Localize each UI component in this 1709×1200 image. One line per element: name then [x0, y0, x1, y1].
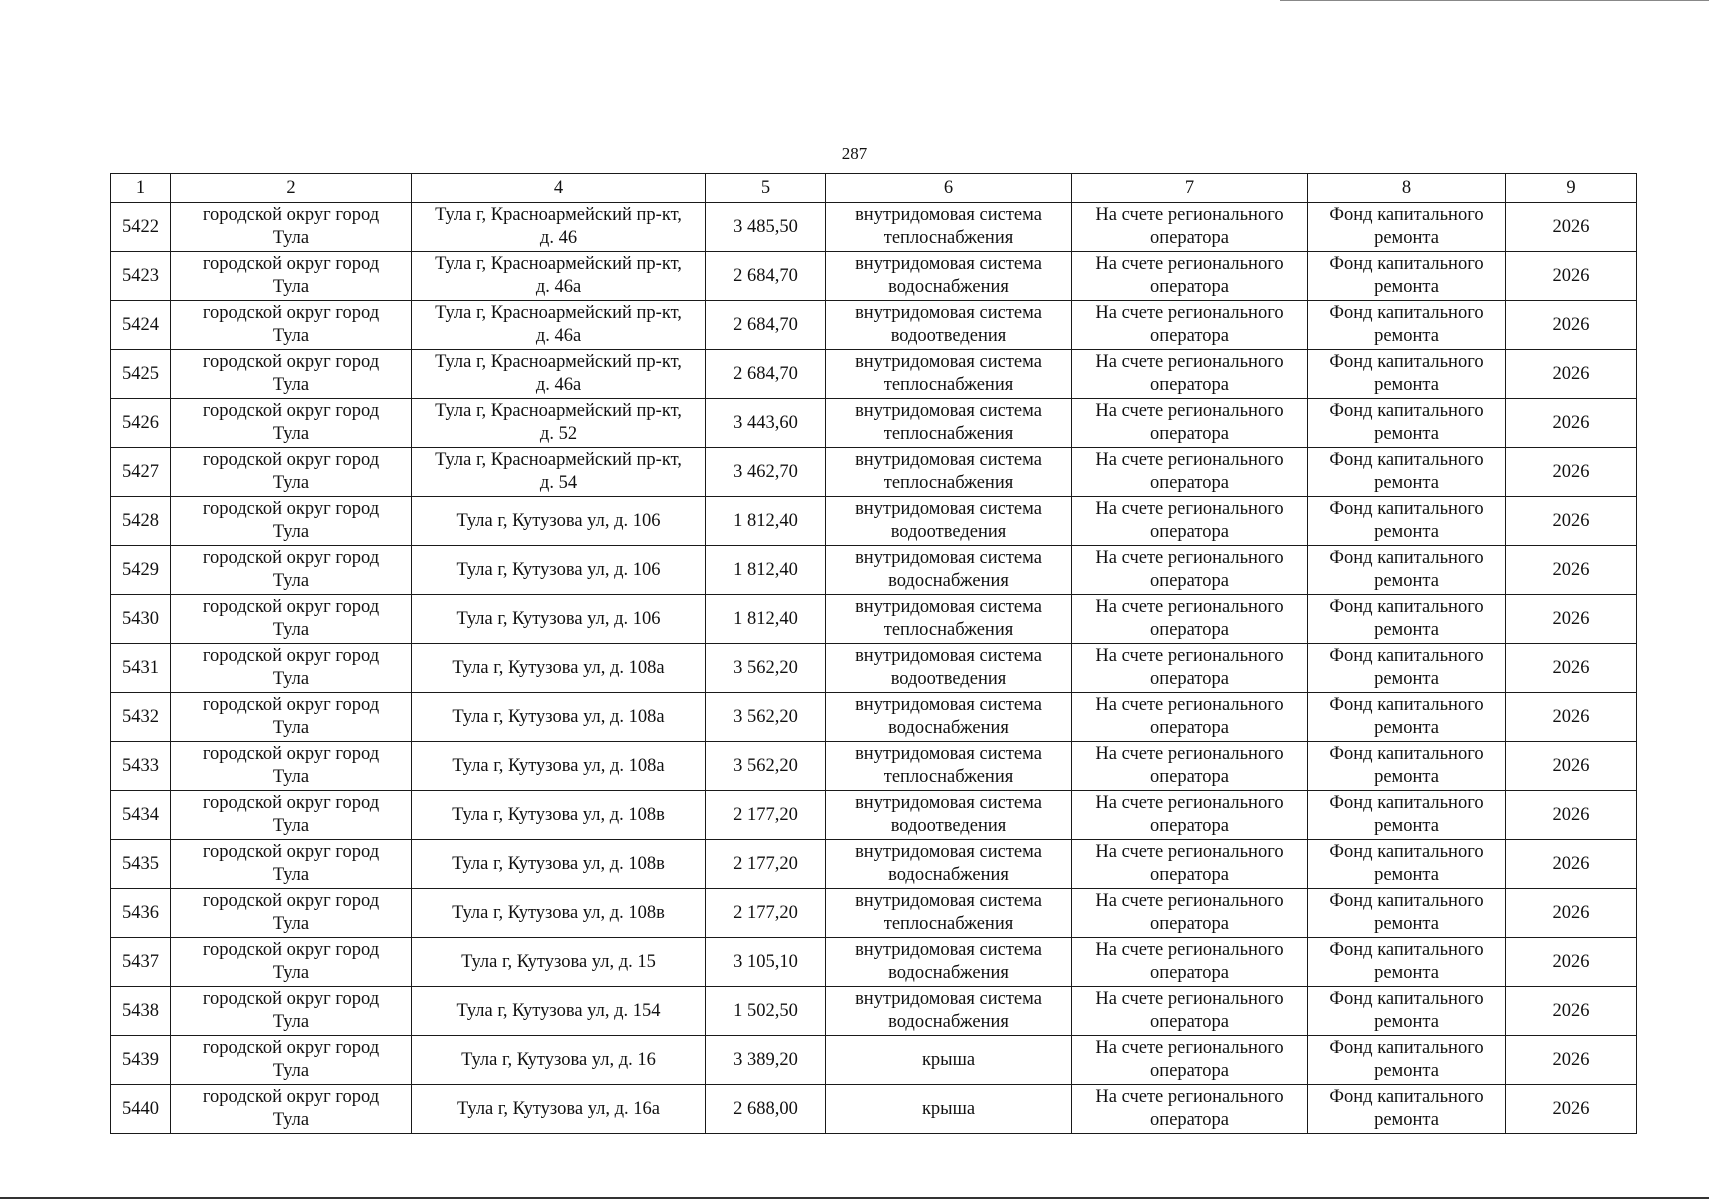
municipality-cell: городской округ город Тула	[171, 301, 412, 350]
year-cell: 2026	[1506, 399, 1637, 448]
row-number-cell: 5431	[111, 644, 171, 693]
table-row	[111, 791, 1637, 840]
year-cell: 2026	[1506, 203, 1637, 252]
funding-source-cell: Фонд капитального ремонта	[1308, 546, 1506, 595]
work-type-cell: внутридомовая система водоснабжения	[826, 546, 1072, 595]
address-cell: Тула г, Красноармейский пр-кт, д. 54	[412, 448, 706, 497]
funding-source-cell: Фонд капитального ремонта	[1308, 693, 1506, 742]
year-cell: 2026	[1506, 497, 1637, 546]
work-type-cell: внутридомовая система теплоснабжения	[826, 203, 1072, 252]
header-col-5: 5	[706, 174, 826, 203]
header-col-9: 9	[1506, 174, 1637, 203]
area-cell: 2 688,00	[706, 1085, 826, 1134]
address-cell: Тула г, Красноармейский пр-кт, д. 46а	[412, 252, 706, 301]
row-number-cell: 5422	[111, 203, 171, 252]
table-row	[111, 497, 1637, 546]
year-cell: 2026	[1506, 987, 1637, 1036]
address-cell: Тула г, Кутузова ул, д. 154	[412, 987, 706, 1036]
address-cell: Тула г, Красноармейский пр-кт, д. 46а	[412, 350, 706, 399]
funding-method-cell: На счете регионального оператора	[1072, 350, 1308, 399]
area-cell: 2 177,20	[706, 840, 826, 889]
funding-method-cell: На счете регионального оператора	[1072, 252, 1308, 301]
year-cell: 2026	[1506, 595, 1637, 644]
area-cell: 3 389,20	[706, 1036, 826, 1085]
municipality-cell: городской округ город Тула	[171, 889, 412, 938]
funding-method-cell: На счете регионального оператора	[1072, 1036, 1308, 1085]
header-row	[111, 174, 1637, 203]
capital-repair-table	[110, 173, 1637, 1134]
row-number-cell: 5439	[111, 1036, 171, 1085]
funding-method-cell: На счете регионального оператора	[1072, 203, 1308, 252]
funding-source-cell: Фонд капитального ремонта	[1308, 742, 1506, 791]
table-row	[111, 595, 1637, 644]
row-number-cell: 5437	[111, 938, 171, 987]
municipality-cell: городской округ город Тула	[171, 1036, 412, 1085]
municipality-cell: городской округ город Тула	[171, 987, 412, 1036]
bottom-edge-rule	[0, 1197, 1709, 1199]
municipality-cell: городской округ город Тула	[171, 693, 412, 742]
municipality-cell: городской округ город Тула	[171, 1085, 412, 1134]
funding-source-cell: Фонд капитального ремонта	[1308, 889, 1506, 938]
funding-source-cell: Фонд капитального ремонта	[1308, 987, 1506, 1036]
area-cell: 1 812,40	[706, 595, 826, 644]
area-cell: 3 562,20	[706, 742, 826, 791]
funding-method-cell: На счете регионального оператора	[1072, 1085, 1308, 1134]
row-number-cell: 5433	[111, 742, 171, 791]
funding-source-cell: Фонд капитального ремонта	[1308, 448, 1506, 497]
funding-method-cell: На счете регионального оператора	[1072, 546, 1308, 595]
table-row	[111, 644, 1637, 693]
address-cell: Тула г, Кутузова ул, д. 15	[412, 938, 706, 987]
funding-source-cell: Фонд капитального ремонта	[1308, 301, 1506, 350]
municipality-cell: городской округ город Тула	[171, 350, 412, 399]
work-type-cell: внутридомовая система теплоснабжения	[826, 742, 1072, 791]
year-cell: 2026	[1506, 546, 1637, 595]
municipality-cell: городской округ город Тула	[171, 791, 412, 840]
header-col-1: 1	[111, 174, 171, 203]
table-row	[111, 252, 1637, 301]
work-type-cell: внутридомовая система водоснабжения	[826, 252, 1072, 301]
area-cell: 2 177,20	[706, 791, 826, 840]
address-cell: Тула г, Кутузова ул, д. 106	[412, 595, 706, 644]
table-row	[111, 938, 1637, 987]
work-type-cell: крыша	[826, 1036, 1072, 1085]
funding-source-cell: Фонд капитального ремонта	[1308, 497, 1506, 546]
address-cell: Тула г, Кутузова ул, д. 108а	[412, 742, 706, 791]
year-cell: 2026	[1506, 938, 1637, 987]
row-number-cell: 5430	[111, 595, 171, 644]
funding-method-cell: На счете регионального оператора	[1072, 889, 1308, 938]
funding-method-cell: На счете регионального оператора	[1072, 938, 1308, 987]
municipality-cell: городской округ город Тула	[171, 252, 412, 301]
funding-source-cell: Фонд капитального ремонта	[1308, 1085, 1506, 1134]
year-cell: 2026	[1506, 301, 1637, 350]
address-cell: Тула г, Кутузова ул, д. 106	[412, 497, 706, 546]
funding-source-cell: Фонд капитального ремонта	[1308, 203, 1506, 252]
row-number-cell: 5436	[111, 889, 171, 938]
area-cell: 1 812,40	[706, 497, 826, 546]
funding-method-cell: На счете регионального оператора	[1072, 448, 1308, 497]
address-cell: Тула г, Кутузова ул, д. 108в	[412, 840, 706, 889]
table-row	[111, 1036, 1637, 1085]
work-type-cell: внутридомовая система теплоснабжения	[826, 595, 1072, 644]
table-row	[111, 987, 1637, 1036]
work-type-cell: внутридомовая система теплоснабжения	[826, 889, 1072, 938]
address-cell: Тула г, Кутузова ул, д. 16а	[412, 1085, 706, 1134]
row-number-cell: 5438	[111, 987, 171, 1036]
funding-source-cell: Фонд капитального ремонта	[1308, 252, 1506, 301]
address-cell: Тула г, Красноармейский пр-кт, д. 46	[412, 203, 706, 252]
work-type-cell: внутридомовая система водоотведения	[826, 644, 1072, 693]
area-cell: 2 177,20	[706, 889, 826, 938]
work-type-cell: внутридомовая система водоснабжения	[826, 987, 1072, 1036]
area-cell: 2 684,70	[706, 350, 826, 399]
work-type-cell: внутридомовая система водоснабжения	[826, 693, 1072, 742]
top-edge-rule	[1280, 0, 1709, 1]
funding-source-cell: Фонд капитального ремонта	[1308, 1036, 1506, 1085]
year-cell: 2026	[1506, 448, 1637, 497]
row-number-cell: 5423	[111, 252, 171, 301]
table-row	[111, 1085, 1637, 1134]
area-cell: 3 462,70	[706, 448, 826, 497]
work-type-cell: внутридомовая система теплоснабжения	[826, 350, 1072, 399]
area-cell: 3 562,20	[706, 644, 826, 693]
funding-method-cell: На счете регионального оператора	[1072, 693, 1308, 742]
area-cell: 3 562,20	[706, 693, 826, 742]
row-number-cell: 5435	[111, 840, 171, 889]
funding-method-cell: На счете регионального оператора	[1072, 644, 1308, 693]
area-cell: 1 812,40	[706, 546, 826, 595]
row-number-cell: 5428	[111, 497, 171, 546]
municipality-cell: городской округ город Тула	[171, 595, 412, 644]
year-cell: 2026	[1506, 693, 1637, 742]
table-row	[111, 693, 1637, 742]
row-number-cell: 5429	[111, 546, 171, 595]
row-number-cell: 5425	[111, 350, 171, 399]
funding-source-cell: Фонд капитального ремонта	[1308, 938, 1506, 987]
work-type-cell: внутридомовая система теплоснабжения	[826, 448, 1072, 497]
area-cell: 3 485,50	[706, 203, 826, 252]
area-cell: 2 684,70	[706, 252, 826, 301]
area-cell: 2 684,70	[706, 301, 826, 350]
municipality-cell: городской округ город Тула	[171, 546, 412, 595]
header-col-6: 6	[826, 174, 1072, 203]
row-number-cell: 5426	[111, 399, 171, 448]
funding-method-cell: На счете регионального оператора	[1072, 595, 1308, 644]
funding-source-cell: Фонд капитального ремонта	[1308, 350, 1506, 399]
funding-source-cell: Фонд капитального ремонта	[1308, 595, 1506, 644]
address-cell: Тула г, Кутузова ул, д. 108а	[412, 693, 706, 742]
row-number-cell: 5427	[111, 448, 171, 497]
work-type-cell: внутридомовая система водоотведения	[826, 301, 1072, 350]
funding-method-cell: На счете регионального оператора	[1072, 399, 1308, 448]
address-cell: Тула г, Кутузова ул, д. 108в	[412, 791, 706, 840]
area-cell: 1 502,50	[706, 987, 826, 1036]
table-row	[111, 448, 1637, 497]
funding-method-cell: На счете регионального оператора	[1072, 791, 1308, 840]
year-cell: 2026	[1506, 742, 1637, 791]
year-cell: 2026	[1506, 644, 1637, 693]
table-row	[111, 546, 1637, 595]
municipality-cell: городской округ город Тула	[171, 497, 412, 546]
row-number-cell: 5424	[111, 301, 171, 350]
funding-method-cell: На счете регионального оператора	[1072, 840, 1308, 889]
work-type-cell: внутридомовая система теплоснабжения	[826, 399, 1072, 448]
table-body	[111, 203, 1637, 1134]
year-cell: 2026	[1506, 350, 1637, 399]
address-cell: Тула г, Кутузова ул, д. 106	[412, 546, 706, 595]
year-cell: 2026	[1506, 840, 1637, 889]
table-row	[111, 399, 1637, 448]
header-col-7: 7	[1072, 174, 1308, 203]
address-cell: Тула г, Кутузова ул, д. 16	[412, 1036, 706, 1085]
row-number-cell: 5432	[111, 693, 171, 742]
table-row	[111, 742, 1637, 791]
municipality-cell: городской округ город Тула	[171, 938, 412, 987]
row-number-cell: 5440	[111, 1085, 171, 1134]
municipality-cell: городской округ город Тула	[171, 840, 412, 889]
funding-source-cell: Фонд капитального ремонта	[1308, 644, 1506, 693]
year-cell: 2026	[1506, 252, 1637, 301]
work-type-cell: внутридомовая система водоотведения	[826, 791, 1072, 840]
funding-method-cell: На счете регионального оператора	[1072, 497, 1308, 546]
funding-method-cell: На счете регионального оператора	[1072, 987, 1308, 1036]
address-cell: Тула г, Кутузова ул, д. 108в	[412, 889, 706, 938]
header-col-4: 4	[412, 174, 706, 203]
address-cell: Тула г, Красноармейский пр-кт, д. 46а	[412, 301, 706, 350]
municipality-cell: городской округ город Тула	[171, 448, 412, 497]
header-col-2: 2	[171, 174, 412, 203]
municipality-cell: городской округ город Тула	[171, 399, 412, 448]
year-cell: 2026	[1506, 1085, 1637, 1134]
municipality-cell: городской округ город Тула	[171, 644, 412, 693]
table-header	[111, 174, 1637, 203]
table-row	[111, 840, 1637, 889]
municipality-cell: городской округ город Тула	[171, 203, 412, 252]
funding-method-cell: На счете регионального оператора	[1072, 301, 1308, 350]
year-cell: 2026	[1506, 1036, 1637, 1085]
row-number-cell: 5434	[111, 791, 171, 840]
funding-method-cell: На счете регионального оператора	[1072, 742, 1308, 791]
funding-source-cell: Фонд капитального ремонта	[1308, 791, 1506, 840]
municipality-cell: городской округ город Тула	[171, 742, 412, 791]
funding-source-cell: Фонд капитального ремонта	[1308, 840, 1506, 889]
page-number: 287	[841, 144, 868, 163]
table-row	[111, 350, 1637, 399]
table-row	[111, 301, 1637, 350]
area-cell: 3 443,60	[706, 399, 826, 448]
table-row	[111, 203, 1637, 252]
address-cell: Тула г, Кутузова ул, д. 108а	[412, 644, 706, 693]
header-col-8: 8	[1308, 174, 1506, 203]
work-type-cell: внутридомовая система водоотведения	[826, 497, 1072, 546]
area-cell: 3 105,10	[706, 938, 826, 987]
address-cell: Тула г, Красноармейский пр-кт, д. 52	[412, 399, 706, 448]
funding-source-cell: Фонд капитального ремонта	[1308, 399, 1506, 448]
work-type-cell: внутридомовая система водоснабжения	[826, 840, 1072, 889]
table-row	[111, 889, 1637, 938]
work-type-cell: крыша	[826, 1085, 1072, 1134]
year-cell: 2026	[1506, 791, 1637, 840]
work-type-cell: внутридомовая система водоснабжения	[826, 938, 1072, 987]
year-cell: 2026	[1506, 889, 1637, 938]
